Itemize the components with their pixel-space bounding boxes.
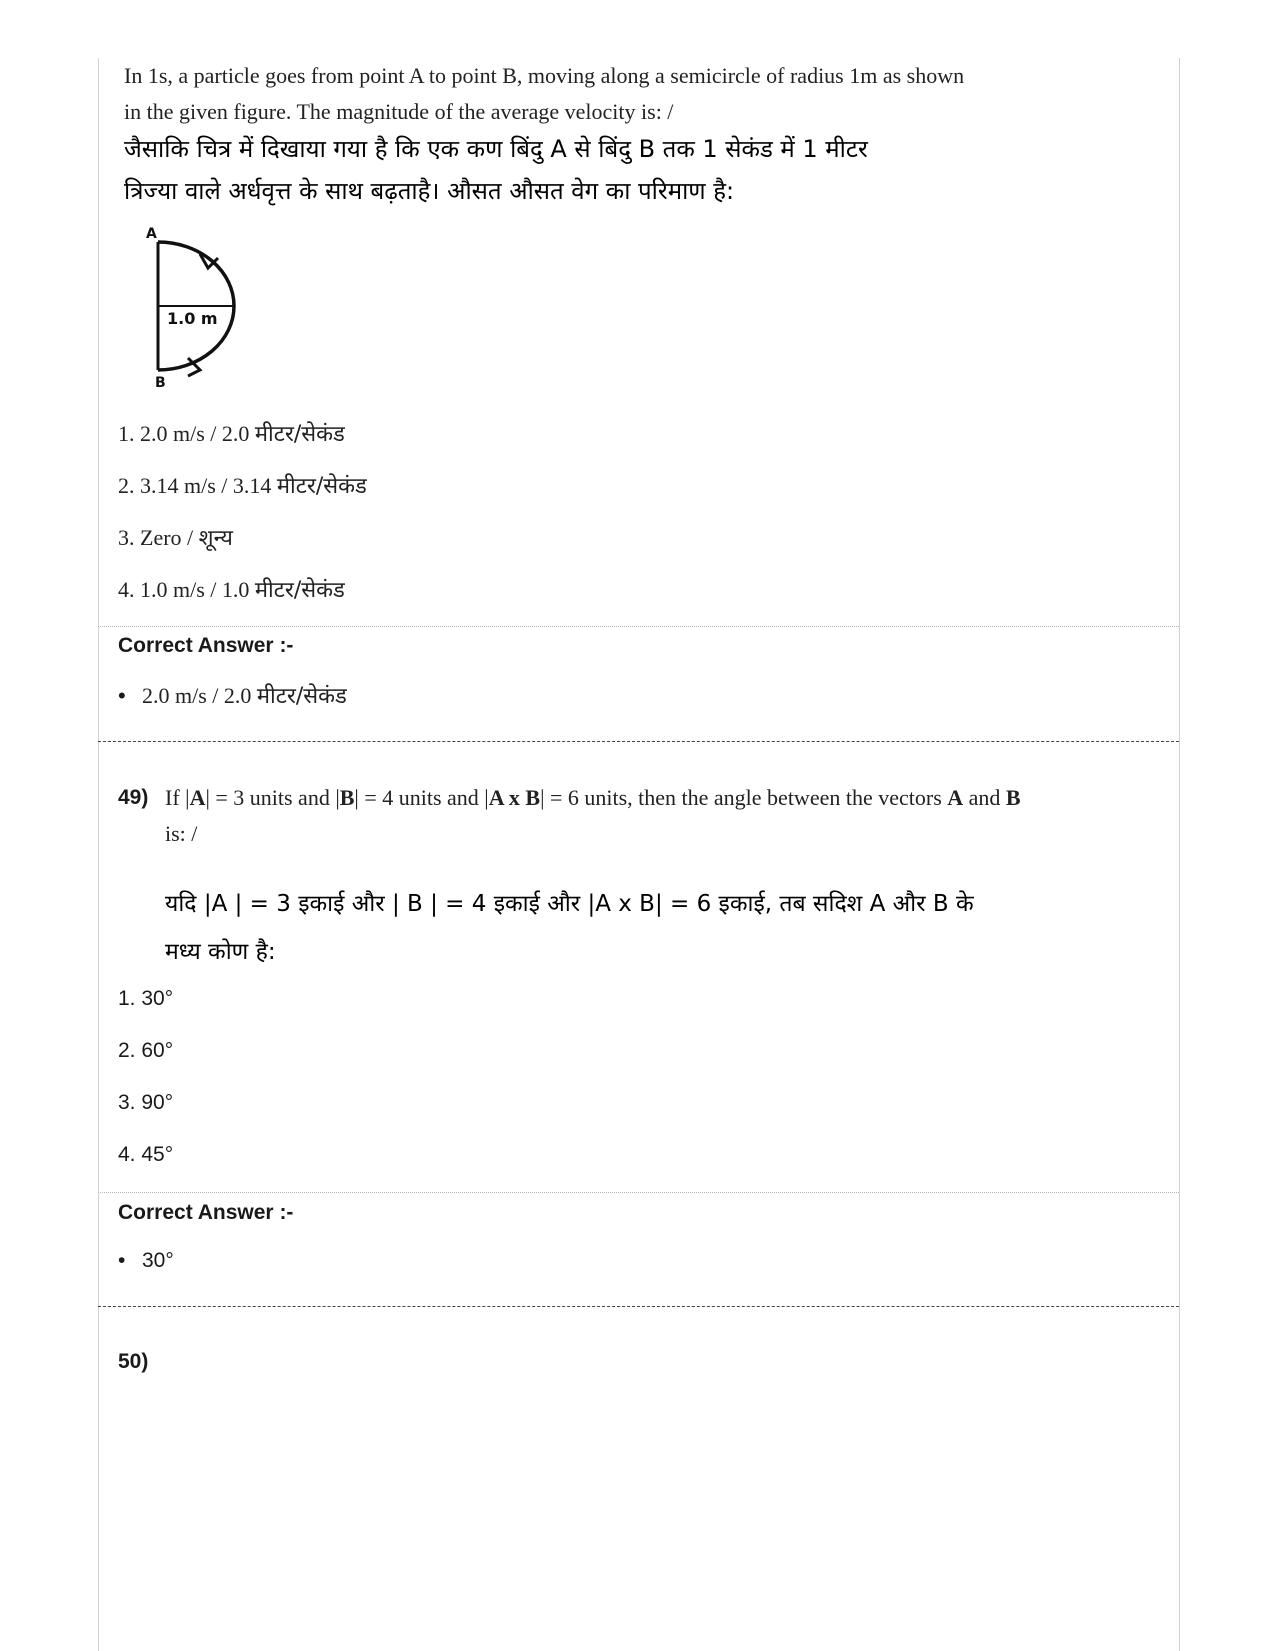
question-separator [98, 1306, 1179, 1307]
option-text-en: 1.0 m/s / 1.0 [140, 577, 255, 602]
section-divider [98, 1192, 1179, 1193]
option-text-en: 2.0 m/s / 2.0 [140, 421, 255, 446]
option-text-hi: शून्य [198, 526, 233, 551]
question-49-hindi-text [165, 880, 1155, 976]
option-text-hi: मीटर/सेकंड [254, 578, 345, 603]
option-text-en: Zero / [140, 525, 199, 550]
option-text: 30° [141, 987, 174, 1010]
option-text-en: 3.14 m/s / 3.14 [140, 473, 277, 498]
q48-hi-line-1: जैसाकि चित्र में दिखाया गया है कि एक कण बिंदु A से बिंदु B तक 1 सेकंड में 1 मीटर [124, 135, 868, 163]
option-text-hi: मीटर/सेकंड [276, 474, 367, 499]
option-number: 3. [118, 1091, 136, 1114]
option-text: 45° [141, 1143, 174, 1166]
option-text-hi: मीटर/सेकंड [254, 422, 345, 447]
option-text: 60° [141, 1039, 174, 1062]
q49-correct-answer [118, 1249, 174, 1273]
q49-hi-line-2: मध्य कोण है: [165, 939, 276, 965]
q49-option-4 [118, 1143, 173, 1167]
vector-b: B [339, 785, 355, 810]
question-48-english-text [124, 58, 1164, 130]
option-number: 2. [118, 1039, 136, 1062]
correct-answer-hi: मीटर/सेकंड [256, 684, 347, 709]
vector-b: B [1005, 785, 1021, 810]
question-49-number: 49) [118, 786, 149, 809]
option-number: 1. [118, 421, 135, 446]
section-divider [98, 626, 1179, 627]
radius-label: 1.0 m [167, 309, 218, 328]
semicircle-figure [140, 220, 260, 395]
point-a-label: A [146, 226, 157, 242]
q49-en-line-2: is: / [165, 821, 198, 846]
point-b-label: B [155, 375, 166, 391]
option-number: 1. [118, 987, 136, 1010]
text-part: | = 4 units and | [354, 785, 489, 810]
q49-option-3 [118, 1091, 173, 1115]
option-text: 90° [141, 1091, 174, 1114]
correct-answer-en: 2.0 m/s / 2.0 [142, 683, 257, 708]
q48-option-2 [118, 470, 367, 500]
q48-option-1 [118, 418, 345, 448]
page-frame [98, 58, 1180, 1651]
question-49-english-text [165, 780, 1155, 852]
q48-option-4 [118, 574, 345, 604]
q49-option-1 [118, 987, 173, 1011]
text-part: | = 3 units and | [205, 785, 340, 810]
vector-a: A [947, 785, 964, 810]
q48-en-line-2: in the given figure. The magnitude of the average velocity is: / [124, 99, 674, 124]
bullet-icon: • [118, 1249, 126, 1272]
correct-answer-text: 30° [142, 1249, 174, 1272]
question-50-number: 50) [118, 1350, 149, 1373]
text-part: and [963, 785, 1006, 810]
bullet-icon: • [118, 683, 126, 708]
option-number: 4. [118, 1143, 136, 1166]
q48-correct-answer [118, 680, 347, 710]
q48-option-3 [118, 522, 233, 552]
q48-correct-answer-heading: Correct Answer :- [118, 634, 294, 657]
question-48-hindi-text [124, 128, 1164, 212]
cross-product: A x B [488, 785, 541, 810]
q49-en-line-1 [165, 780, 1155, 816]
option-number: 4. [118, 577, 135, 602]
vector-a: A [189, 785, 206, 810]
q49-hi-line-1: यदि |A | = 3 इकाई और | B | = 4 इकाई और |A x B| = 6 इकाई, तब सदिश A और B के [165, 891, 974, 917]
option-number: 3. [118, 525, 135, 550]
text-part: | = 6 units, then the angle between the vectors [540, 785, 948, 810]
q49-correct-answer-heading: Correct Answer :- [118, 1201, 294, 1224]
q49-option-2 [118, 1039, 173, 1063]
q48-hi-line-2: त्रिज्या वाले अर्धवृत्त के साथ बढ़ताहै। औसत औसत वेग का परिमाण है: [124, 177, 735, 205]
text-part: If | [165, 785, 190, 810]
question-separator [98, 741, 1179, 742]
option-number: 2. [118, 473, 135, 498]
q48-en-line-1: In 1s, a particle goes from point A to point B, moving along a semicircle of radius 1m as shown [124, 63, 965, 88]
